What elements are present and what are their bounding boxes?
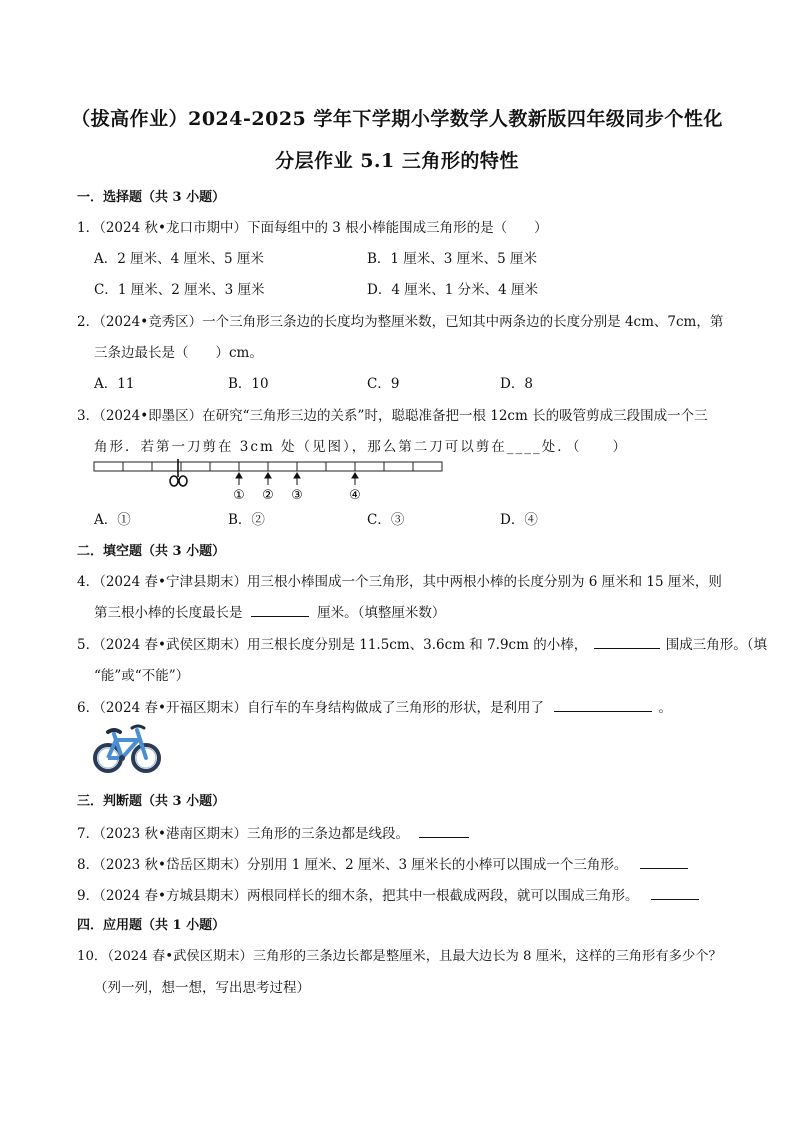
q2-option-b: B．10 (228, 376, 269, 392)
q7-answer-blank[interactable] (419, 824, 469, 838)
marker-4: ④ (349, 488, 361, 503)
q2-option-d: D．8 (500, 376, 533, 392)
q3-option-d: D．④ (500, 512, 538, 528)
section-heading-judge: 三．判断题（共 3 小题） (77, 794, 226, 809)
q1-option-d: D．4 厘米、1 分米、4 厘米 (367, 282, 538, 298)
q1-option-b: B．1 厘米、3 厘米、5 厘米 (367, 251, 538, 267)
straw-bar (94, 462, 442, 471)
marker-3: ③ (291, 488, 303, 503)
question-5-line-1 (77, 633, 767, 653)
q4-text-after-blank: 厘米。（填整厘米数） (317, 605, 446, 621)
q7-text: 7．（2023 秋•港南区期末）三角形的三条边都是线段。 (77, 826, 409, 842)
question-10-line-1: 10．（2024 春•武侯区期末）三角形的三条边长都是整厘米，且最大边长为 8 厘米，这样的三角形有多少个？ (77, 949, 722, 964)
scissors-icon (170, 459, 187, 486)
question-3-line-1: 3．（2024•即墨区）在研究“三角形三边的关系”时，聪聪准备把一根 12cm 长的吸管剪成三段围成一个三 (77, 408, 708, 424)
title-line-2: 分层作业 5.1 三角形的特性 (275, 150, 519, 172)
question-10-line-2: （列一列，想一想，写出思考过程） (94, 980, 310, 996)
section-heading-choice: 一．选择题（共 3 小题） (77, 190, 226, 205)
q3-option-a: A．① (94, 512, 131, 528)
bicycle-icon (92, 718, 162, 776)
q1-option-a: A．2 厘米、4 厘米、5 厘米 (94, 251, 264, 267)
straw-diagram (94, 459, 454, 505)
section-heading-fill: 二．填空题（共 3 小题） (77, 544, 226, 559)
question-7-line (77, 822, 469, 842)
q3-option-c: C．③ (367, 512, 405, 528)
q2-option-a: A．11 (94, 376, 135, 392)
q6-text-after-blank: 。 (658, 700, 673, 716)
marker-2: ② (262, 488, 274, 503)
question-9-line (77, 884, 699, 904)
q8-text: 8．（2023 秋•岱岳区期末）分别用 1 厘米、2 厘米、3 厘米长的小棒可以围成一个三角形。 (77, 857, 628, 873)
question-2-line-2: 三条边最长是（ ）cm。 (94, 345, 263, 361)
marker-1: ① (233, 488, 245, 503)
marker-arrows (236, 473, 358, 485)
q2-option-c: C．9 (367, 376, 400, 392)
question-8-line (77, 853, 688, 873)
q6-answer-blank[interactable] (554, 698, 652, 712)
q6-text-before-blank: 6．（2024 春•开福区期末）自行车的车身结构做成了三角形的形状，是利用了 (77, 700, 544, 716)
question-1-text: 1．（2024 秋•龙口市期中）下面每组中的 3 根小棒能围成三角形的是（ ） (77, 220, 548, 236)
section-heading-application: 四．应用题（共 1 小题） (77, 918, 226, 933)
q5-text-before-blank: 5．（2024 春•武侯区期末）用三根长度分别是 11.5cm、3.6cm 和 7.9cm 的小棒， (77, 637, 588, 653)
question-2-line-1: 2．（2024•竞秀区）一个三角形三条边的长度均为整厘米数，已知其中两条边的长度分别是 4cm、7cm，第 (77, 314, 724, 330)
question-3-line-2: 角形．若第一刀剪在 3cm 处（见图），那么第二刀可以剪在____处．（ ） (94, 439, 629, 455)
q9-text: 9．（2024 春•方城县期末）两根同样长的细木条，把其中一根截成两段，就可以围成三角形。 (77, 888, 639, 904)
q4-answer-blank[interactable] (251, 603, 309, 617)
q4-text-before-blank: 第三根小棒的长度最长是 (94, 605, 243, 621)
question-4-line-1: 4．（2024 春•宁津县期末）用三根小棒围成一个三角形，其中两根小棒的长度分别为 6 厘米和 15 厘米，则 (77, 574, 722, 590)
q5-text-after-blank: 围成三角形。（填 (665, 637, 768, 653)
question-4-line-2 (94, 601, 445, 621)
question-6-line-1 (77, 696, 672, 716)
q5-answer-blank[interactable] (594, 635, 660, 649)
title-line-1: （拔高作业）2024-2025 学年下学期小学数学人教新版四年级同步个性化 (71, 108, 723, 130)
q8-answer-blank[interactable] (640, 855, 688, 869)
question-5-line-2: “能”或“不能”） (94, 668, 190, 684)
q3-option-b: B．② (228, 512, 265, 528)
q9-answer-blank[interactable] (651, 886, 699, 900)
q1-option-c: C．1 厘米、2 厘米、3 厘米 (94, 282, 265, 298)
